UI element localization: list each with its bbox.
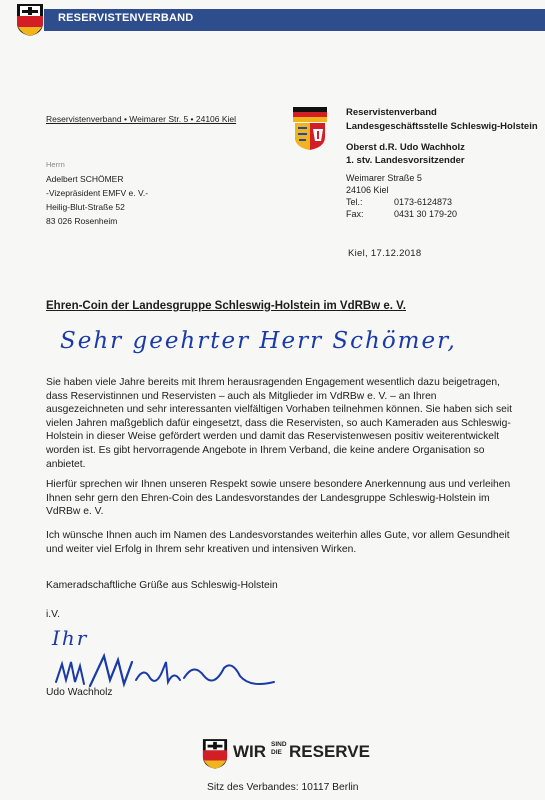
sender-person-name: Oberst d.R. Udo Wachholz bbox=[346, 142, 465, 153]
handwritten-ihr: Ihr bbox=[52, 626, 89, 650]
recipient-address bbox=[46, 158, 148, 228]
reservist-emblem-footer-icon bbox=[202, 738, 228, 770]
letter-closing: Kameradschaftliche Grüße aus Schleswig-Holstein bbox=[46, 580, 278, 591]
return-address: Reservistenverband • Weimarer Str. 5 • 24106 Kiel bbox=[46, 114, 237, 124]
association-seat: Sitz des Verbandes: 10117 Berlin bbox=[207, 782, 359, 793]
footer-slogan-reserve: RESERVE bbox=[289, 742, 370, 761]
recipient-title: -Vizepräsident EMFV e. V.- bbox=[46, 188, 149, 198]
tel-number: 0173-6124873 bbox=[394, 197, 453, 207]
sender-organisation bbox=[346, 106, 538, 134]
fax-number: 0431 30 179-20 bbox=[394, 209, 458, 219]
sender-street: Weimarer Straße 5 bbox=[346, 173, 422, 183]
recipient-name: Adelbert SCHÖMER bbox=[46, 174, 124, 184]
tel-label: Tel.: bbox=[346, 197, 363, 207]
sender-address bbox=[346, 172, 422, 196]
sender-contact bbox=[346, 196, 457, 220]
fax-row bbox=[346, 208, 457, 220]
body-paragraph-1: Sie haben viele Jahre bereits mit Ihrem herausragenden Engagement wesentlich dazu beigetragen, dass Reservistinnen und Reservisten – auch als Mitglieder im VdRBw e. V. – an Ihren ausgezeichneten und sehr interessanten vielfältigen Vorhaben teilnehmen können. Sie haben sich seit vielen Jahren maßgeblich dafür eingesetzt, dass die Reservisten, so auch Kameraden aus Schleswig-Holstein in dieser Weise gefördert werden und damit das Reservistenwesen positiv weiterentwickelt worden ist. Es gibt hervorragende Angebote in Ihrem Verband, die keine andere Organisation so anbietet. bbox=[46, 377, 512, 470]
sender-person bbox=[346, 141, 465, 167]
footer-die: DIE bbox=[271, 749, 282, 756]
fax-label: Fax: bbox=[346, 209, 364, 219]
footer-sind: SIND bbox=[271, 741, 287, 748]
tel-row bbox=[346, 196, 457, 208]
recipient-salutation: Herrn bbox=[46, 160, 65, 169]
schleswig-holstein-crest-icon bbox=[293, 107, 327, 151]
body-paragraph-3: Ich wünsche Ihnen auch im Namen des Landesvorstandes weiterhin alles Gute, vor allem Gesundheit und weiter viel Erfolg in Ihrem sehr kreativen und intensiven Wirken. bbox=[46, 530, 510, 555]
sender-person-role: 1. stv. Landesvorsitzender bbox=[346, 155, 465, 166]
recipient-city: 83 026 Rosenheim bbox=[46, 216, 118, 226]
footer-slogan-sind-die bbox=[271, 741, 287, 757]
letter-subject: Ehren-Coin der Landesgruppe Schleswig-Holstein im VdRBw e. V. bbox=[46, 300, 406, 312]
body-paragraph-2: Hierfür sprechen wir Ihnen unseren Respekt sowie unsere besondere Anerkennung aus und verleihen Ihnen sehr gern den Ehren-Coin des Landesvorstandes der Landesgruppe Schleswig-Holstein im VdRBw e. V. bbox=[46, 479, 511, 518]
letter-date: Kiel, 17.12.2018 bbox=[348, 248, 422, 259]
reservist-emblem-icon bbox=[16, 3, 44, 37]
on-behalf-marker: i.V. bbox=[46, 609, 60, 620]
recipient-street: Heilig-Blut-Straße 52 bbox=[46, 202, 125, 212]
signer-name: Udo Wachholz bbox=[46, 687, 113, 698]
sender-city: 24106 Kiel bbox=[346, 185, 389, 195]
sender-org-line1: Reservistenverband bbox=[346, 107, 437, 118]
banner-org-name: RESERVISTENVERBAND bbox=[58, 12, 194, 24]
handwritten-salutation: Sehr geehrter Herr Schömer, bbox=[60, 328, 457, 354]
sender-org-line2: Landesgeschäftsstelle Schleswig-Holstein bbox=[346, 121, 538, 132]
footer-slogan-wir: WIR bbox=[233, 742, 267, 761]
